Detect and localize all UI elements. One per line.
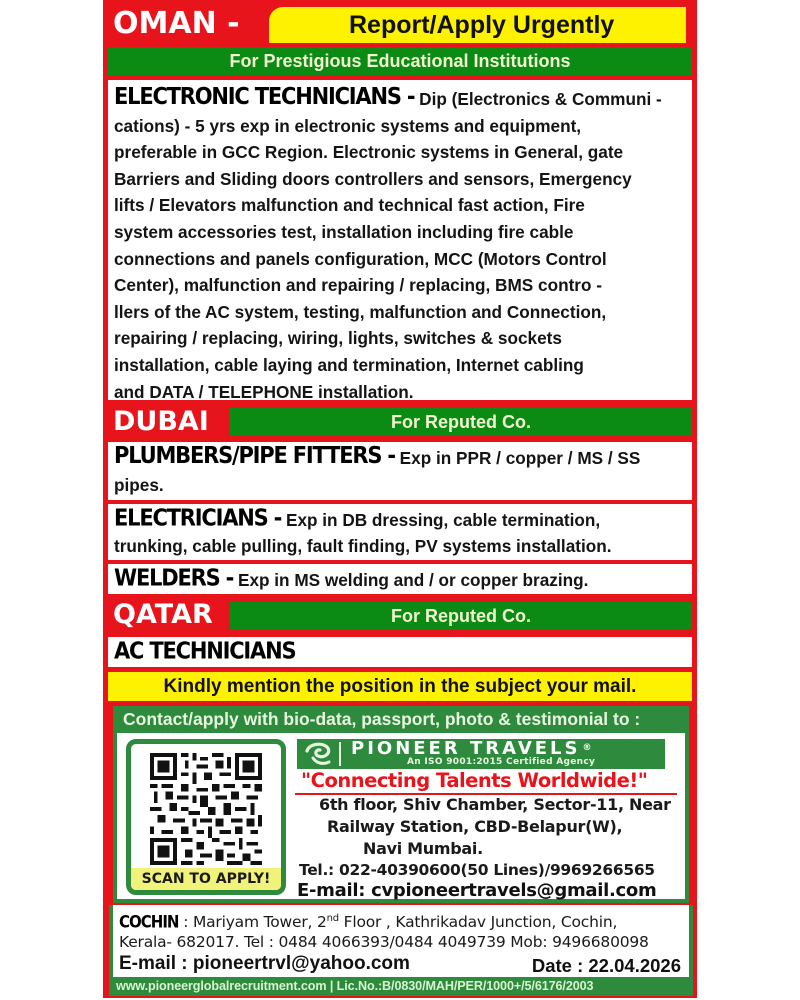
job-advertisement: [103, 0, 697, 998]
job-welders: WELDERS - Exp in MS welding and / or copper brazing.: [108, 564, 692, 594]
job-title: AC TECHNICIANS: [114, 637, 296, 664]
cochin-address-line-1: COCHIN : Mariyam Tower, 2nd Floor , Kathrikadav Junction, Cochin,: [119, 908, 689, 933]
ad-date: Date : 22.04.2026: [531, 955, 681, 976]
job-title: WELDERS -: [114, 564, 234, 591]
job-title: ELECTRICIANS -: [114, 504, 282, 531]
cochin-office: [109, 905, 693, 996]
job-electronic-technicians: ELECTRONIC TECHNICIANS - Dip (Electronics & Communi - cations) - 5 yrs exp in electronic systems and equipment, preferable in GCC Region. Electronic systems in General, gate Barriers and Sliding doors controllers and sensors, Emergency lifts / Elevators malfunction and technical fast action, Fire system accessories test, installation including fire cable connections and panels configuration, MCC (Motors Control Center), malfunction and repairing / replacing, BMS contro - llers of the AC system, testing, malfunction and Connection, repairing / replacing, wiring, lights, switches & sockets installation, cable laying and termination, Internet cabling and DATA / TELEPHONE installation.: [108, 80, 692, 400]
contact-email-link[interactable]: E-mail: cvpioneertravels@gmail.com: [297, 880, 657, 901]
contact-heading: Contact/apply with bio-data, passport, photo & testimonial to :: [117, 706, 685, 733]
dubai-section-header: [103, 405, 697, 439]
qatar-section-header: [103, 598, 697, 632]
company-name: PIONEER TRAVELS ®: [351, 738, 592, 759]
oman-subtitle-bar: For Prestigious Educational Institutions: [108, 47, 692, 75]
job-plumbers: PLUMBERS/PIPE FITTERS - Exp in PPR / copper / MS / SS pipes.: [108, 442, 692, 500]
country-qatar-label: QATAR: [113, 599, 213, 630]
telephone: Tel.: 022-40390600(50 Lines)/9969266565: [299, 861, 655, 879]
country-dubai-label: DUBAI: [113, 406, 209, 437]
pioneer-logo-icon: [303, 741, 333, 767]
address-line: 6th floor, Shiv Chamber, Sector-11, Near: [319, 795, 671, 814]
company-tagline: "Connecting Talents Worldwide!": [295, 769, 677, 795]
website-license-footer[interactable]: www.pioneerglobalrecruitment.com | Lic.No.:B/0830/MAH/PER/1000+/5/6176/2003: [113, 977, 689, 996]
pioneer-travels-banner: [297, 739, 665, 769]
country-oman-label: OMAN -: [113, 6, 240, 41]
cochin-address-line-2: Kerala- 682017. Tel : 0484 4066393/0484 4049739 Mob: 9496680098: [119, 933, 649, 951]
job-title: ELECTRONIC TECHNICIANS -: [114, 82, 415, 110]
iso-certification: An ISO 9001:2015 Certified Agency: [407, 757, 596, 767]
subject-line-note: Kindly mention the position in the subject your mail.: [108, 672, 692, 701]
urgent-banner: Report/Apply Urgently: [269, 7, 686, 43]
job-electricians: ELECTRICIANS - Exp in DB dressing, cable termination, trunking, cable pulling, fault finding, PV systems installation.: [108, 504, 692, 560]
dubai-subtitle-bar: For Reputed Co.: [230, 408, 692, 436]
qr-code-icon[interactable]: [150, 750, 262, 868]
job-ac-technicians: [108, 637, 692, 667]
cochin-label: COCHIN: [119, 911, 179, 933]
address-line: Railway Station, CBD-Belapur(W),: [327, 817, 623, 836]
cochin-email-link[interactable]: E-mail : pioneertrvl@yahoo.com: [119, 953, 410, 974]
logo-divider: [339, 742, 341, 766]
qatar-subtitle-bar: For Reputed Co.: [230, 602, 692, 630]
scan-to-apply-label: SCAN TO APPLY!: [131, 868, 281, 890]
address-line: Navi Mumbai.: [363, 839, 483, 858]
contact-box: [113, 706, 689, 903]
qr-card[interactable]: [126, 739, 286, 895]
job-title: PLUMBERS/PIPE FITTERS -: [114, 441, 395, 469]
